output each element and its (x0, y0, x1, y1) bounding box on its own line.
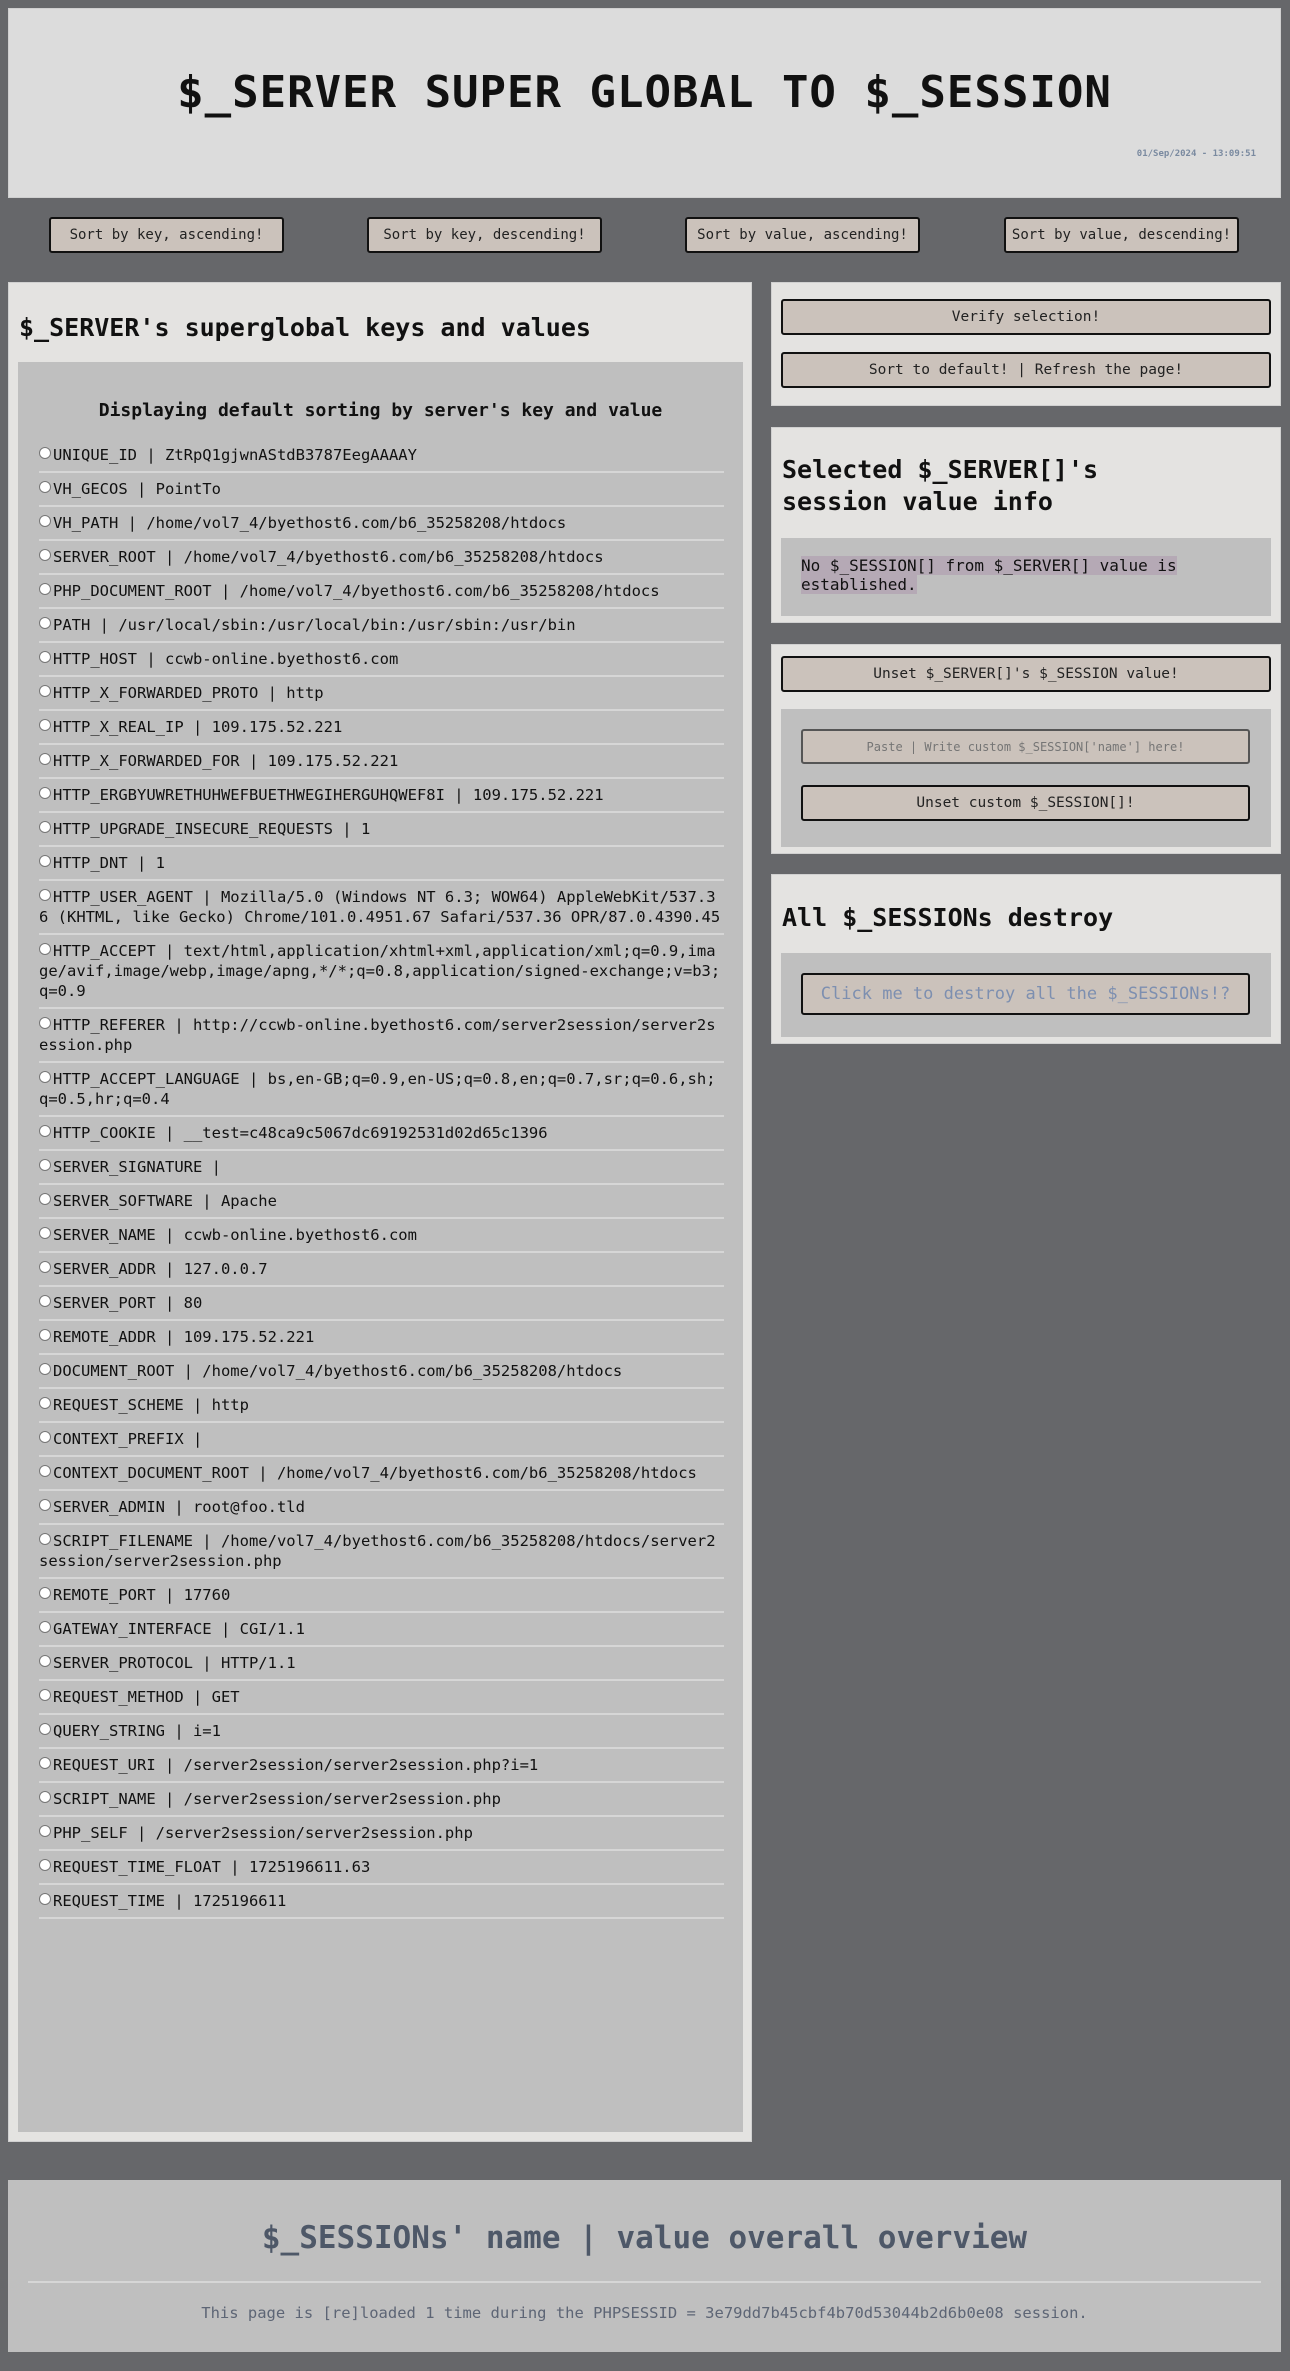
radio-button[interactable] (39, 1193, 51, 1205)
server-value-text: HTTP_X_FORWARDED_FOR | 109.175.52.221 (53, 752, 399, 770)
server-value-text: HTTP_ERGBYUWRETHUHWEFBUETHWEGIHERGUHQWEF8I | 109.175.52.221 (53, 786, 604, 804)
custom-session-input[interactable] (801, 729, 1250, 764)
session-info-box (781, 538, 1271, 616)
unset-custom-session-button[interactable]: Unset custom $_SESSION[]! (801, 785, 1250, 821)
radio-button[interactable] (39, 1825, 51, 1837)
server-value-row[interactable] (39, 935, 724, 1009)
session-info-title: Selected $_SERVER[]'s session value info (782, 455, 1099, 516)
radio-button[interactable] (39, 447, 51, 459)
server-value-text: SERVER_SOFTWARE | Apache (53, 1192, 277, 1210)
selection-actions-panel (771, 282, 1281, 406)
radio-button[interactable] (39, 787, 51, 799)
server-values-list-container (18, 362, 743, 2132)
server-value-text: SERVER_PROTOCOL | HTTP/1.1 (53, 1654, 296, 1672)
sort-key-desc-button[interactable]: Sort by key, descending! (367, 217, 602, 253)
sort-value-desc-button[interactable]: Sort by value, descending! (1004, 217, 1239, 253)
radio-button[interactable] (39, 1893, 51, 1905)
radio-button[interactable] (39, 1465, 51, 1477)
server-value-row[interactable] (39, 779, 724, 813)
server-value-row[interactable] (39, 677, 724, 711)
radio-button[interactable] (39, 1017, 51, 1029)
unset-panel (771, 644, 1281, 854)
server-value-text: DOCUMENT_ROOT | /home/vol7_4/byethost6.com/b6_35258208/htdocs (53, 1362, 623, 1380)
radio-button[interactable] (39, 1329, 51, 1341)
server-value-row[interactable] (39, 1321, 724, 1355)
radio-button[interactable] (39, 1533, 51, 1545)
server-value-text: REMOTE_ADDR | 109.175.52.221 (53, 1328, 315, 1346)
server-value-row[interactable] (39, 575, 724, 609)
server-value-text: SERVER_PORT | 80 (53, 1294, 203, 1312)
server-value-row[interactable] (39, 1851, 724, 1885)
server-value-row[interactable] (39, 1219, 724, 1253)
session-info-text (801, 556, 1181, 594)
custom-unset-box (781, 709, 1271, 847)
server-value-text: REMOTE_PORT | 17760 (53, 1586, 231, 1604)
server-value-row[interactable] (39, 1287, 724, 1321)
server-value-row[interactable] (39, 1613, 724, 1647)
radio-button[interactable] (39, 1397, 51, 1409)
radio-button[interactable] (39, 753, 51, 765)
server-value-text: HTTP_REFERER | http://ccwb-online.byethost6.com/server2session/server2session.php (39, 1016, 716, 1054)
timestamp: 01/Sep/2024 - 13:09:51 (1136, 149, 1256, 159)
radio-button[interactable] (39, 1071, 51, 1083)
server-value-text: HTTP_COOKIE | __test=c48ca9c5067dc69192531d02d65c1396 (53, 1124, 548, 1142)
radio-button[interactable] (39, 1689, 51, 1701)
radio-button[interactable] (39, 1655, 51, 1667)
radio-button[interactable] (39, 1295, 51, 1307)
radio-button[interactable] (39, 1587, 51, 1599)
destroy-box (781, 953, 1271, 1037)
server-value-row[interactable] (39, 609, 724, 643)
server-value-row[interactable] (39, 1151, 724, 1185)
server-value-text: HTTP_HOST | ccwb-online.byethost6.com (53, 650, 399, 668)
destroy-panel (771, 874, 1281, 1044)
session-reload-note: This page is [re]loaded 1 time during the PHPSESSID = 3e79dd7b45cbf4b70d53044b2d6b0e08 session. (201, 2304, 1088, 2322)
server-value-text: HTTP_X_FORWARDED_PROTO | http (53, 684, 324, 702)
server-value-text: GATEWAY_INTERFACE | CGI/1.1 (53, 1620, 305, 1638)
server-value-text: SCRIPT_FILENAME | /home/vol7_4/byethost6.com/b6_35258208/htdocs/server2session/server2session.php (39, 1532, 716, 1570)
server-value-text: SERVER_SIGNATURE | (53, 1158, 221, 1176)
refresh-button[interactable]: Sort to default! | Refresh the page! (781, 352, 1271, 388)
server-value-row[interactable] (39, 1009, 724, 1063)
radio-button[interactable] (39, 1723, 51, 1735)
radio-button[interactable] (39, 1125, 51, 1137)
server-value-row[interactable] (39, 1715, 724, 1749)
server-value-row[interactable] (39, 643, 724, 677)
radio-button[interactable] (39, 685, 51, 697)
server-value-row[interactable] (39, 439, 724, 473)
server-value-text: PHP_DOCUMENT_ROOT | /home/vol7_4/byethost6.com/b6_35258208/htdocs (53, 582, 660, 600)
page-header (8, 8, 1281, 198)
footer (8, 2180, 1281, 2352)
verify-selection-button[interactable]: Verify selection! (781, 299, 1271, 335)
server-value-text: PATH | /usr/local/sbin:/usr/local/bin:/usr/sbin:/usr/bin (53, 616, 576, 634)
server-value-text: VH_GECOS | PointTo (53, 480, 221, 498)
radio-button[interactable] (39, 583, 51, 595)
server-value-row[interactable] (39, 813, 724, 847)
unset-server-session-button[interactable]: Unset $_SERVER[]'s $_SESSION value! (781, 656, 1271, 692)
server-value-text: HTTP_USER_AGENT | Mozilla/5.0 (Windows NT 6.3; WOW64) AppleWebKit/537.36 (KHTML, like Gecko) Chrome/101.0.4951.67 Safari/537.36 OPR/87.0.4390.45 (39, 888, 721, 926)
radio-button[interactable] (39, 855, 51, 867)
destroy-sessions-button[interactable]: Click me to destroy all the $_SESSIONs!? (801, 973, 1250, 1015)
server-value-text: UNIQUE_ID | ZtRpQ1gjwnAStdB3787EegAAAAY (53, 446, 417, 464)
radio-button[interactable] (39, 1261, 51, 1273)
server-values-title: $_SERVER's superglobal keys and values (19, 313, 591, 342)
radio-button[interactable] (39, 515, 51, 527)
server-values-list (18, 439, 743, 1919)
server-value-row[interactable] (39, 847, 724, 881)
server-value-row[interactable] (39, 1185, 724, 1219)
server-value-text: SERVER_NAME | ccwb-online.byethost6.com (53, 1226, 417, 1244)
server-value-row[interactable] (39, 1681, 724, 1715)
server-value-row[interactable] (39, 1647, 724, 1681)
radio-button[interactable] (39, 1363, 51, 1375)
server-value-row[interactable] (39, 1525, 724, 1579)
radio-button[interactable] (39, 1621, 51, 1633)
server-value-text: PHP_SELF | /server2session/server2session.php (53, 1824, 473, 1842)
radio-button[interactable] (39, 1227, 51, 1239)
server-value-text: REQUEST_TIME | 1725196611 (53, 1892, 287, 1910)
server-value-text: HTTP_ACCEPT_LANGUAGE | bs,en-GB;q=0.9,en-US;q=0.8,en;q=0.7,sr;q=0.6,sh;q=0.5,hr;q=0.4 (39, 1070, 716, 1108)
radio-button[interactable] (39, 1757, 51, 1769)
radio-button[interactable] (39, 1859, 51, 1871)
server-values-panel (8, 282, 752, 2142)
server-value-row[interactable] (39, 1117, 724, 1151)
radio-button[interactable] (39, 821, 51, 833)
server-value-text: SERVER_ADDR | 127.0.0.7 (53, 1260, 268, 1278)
radio-button[interactable] (39, 1499, 51, 1511)
server-value-row[interactable] (39, 1457, 724, 1491)
server-value-row[interactable] (39, 745, 724, 779)
radio-button[interactable] (39, 719, 51, 731)
server-value-text: SERVER_ADMIN | root@foo.tld (53, 1498, 305, 1516)
server-value-text: SERVER_ROOT | /home/vol7_4/byethost6.com/b6_35258208/htdocs (53, 548, 604, 566)
radio-button[interactable] (39, 617, 51, 629)
server-value-row[interactable] (39, 711, 724, 745)
radio-button[interactable] (39, 651, 51, 663)
server-value-row[interactable] (39, 1389, 724, 1423)
server-value-text: HTTP_UPGRADE_INSECURE_REQUESTS | 1 (53, 820, 371, 838)
footer-divider (28, 2281, 1261, 2283)
server-value-row[interactable] (39, 541, 724, 575)
server-value-text: CONTEXT_PREFIX | (53, 1430, 203, 1448)
server-value-row[interactable] (39, 1491, 724, 1525)
server-value-text: CONTEXT_DOCUMENT_ROOT | /home/vol7_4/byethost6.com/b6_35258208/htdocs (53, 1464, 697, 1482)
server-value-text: QUERY_STRING | i=1 (53, 1722, 221, 1740)
radio-button[interactable] (39, 1159, 51, 1171)
server-value-row[interactable] (39, 473, 724, 507)
radio-button[interactable] (39, 889, 51, 901)
server-value-text: HTTP_DNT | 1 (53, 854, 165, 872)
sort-value-asc-button[interactable]: Sort by value, ascending! (685, 217, 920, 253)
server-value-row[interactable] (39, 881, 724, 935)
server-value-row[interactable] (39, 1749, 724, 1783)
server-value-row[interactable] (39, 1817, 724, 1851)
server-value-text: SCRIPT_NAME | /server2session/server2session.php (53, 1790, 501, 1808)
page-title: $_SERVER SUPER GLOBAL TO $_SESSION (177, 67, 1112, 118)
session-info-panel (771, 427, 1281, 623)
server-value-row[interactable] (39, 1783, 724, 1817)
server-value-row[interactable] (39, 1885, 724, 1919)
server-value-row[interactable] (39, 1423, 724, 1457)
radio-button[interactable] (39, 481, 51, 493)
server-value-text: REQUEST_URI | /server2session/server2session.php?i=1 (53, 1756, 539, 1774)
radio-button[interactable] (39, 1791, 51, 1803)
server-value-row[interactable] (39, 1253, 724, 1287)
radio-button[interactable] (39, 943, 51, 955)
server-value-row[interactable] (39, 1063, 724, 1117)
radio-button[interactable] (39, 1431, 51, 1443)
server-value-text: VH_PATH | /home/vol7_4/byethost6.com/b6_35258208/htdocs (53, 514, 567, 532)
footer-title: $_SESSIONs' name | value overall overview (261, 2220, 1028, 2256)
server-value-text: HTTP_X_REAL_IP | 109.175.52.221 (53, 718, 343, 736)
radio-button[interactable] (39, 549, 51, 561)
server-value-row[interactable] (39, 1355, 724, 1389)
server-value-text: HTTP_ACCEPT | text/html,application/xhtml+xml,application/xml;q=0.9,image/avif,image/webp,image/apng,*/*;q=0.8,application/signed-exchange;v=b3;q=0.9 (39, 942, 721, 1000)
sort-key-asc-button[interactable]: Sort by key, ascending! (49, 217, 284, 253)
server-value-row[interactable] (39, 1579, 724, 1613)
destroy-title: All $_SESSIONs destroy (782, 903, 1114, 932)
server-value-text: REQUEST_TIME_FLOAT | 1725196611.63 (53, 1858, 371, 1876)
server-value-text: REQUEST_SCHEME | http (53, 1396, 249, 1414)
server-value-text: REQUEST_METHOD | GET (53, 1688, 240, 1706)
server-value-row[interactable] (39, 507, 724, 541)
sorting-subtitle: Displaying default sorting by server's key and value (98, 400, 663, 421)
session-info-message: No $_SESSION[] from $_SERVER[] value is established. (801, 556, 1177, 594)
